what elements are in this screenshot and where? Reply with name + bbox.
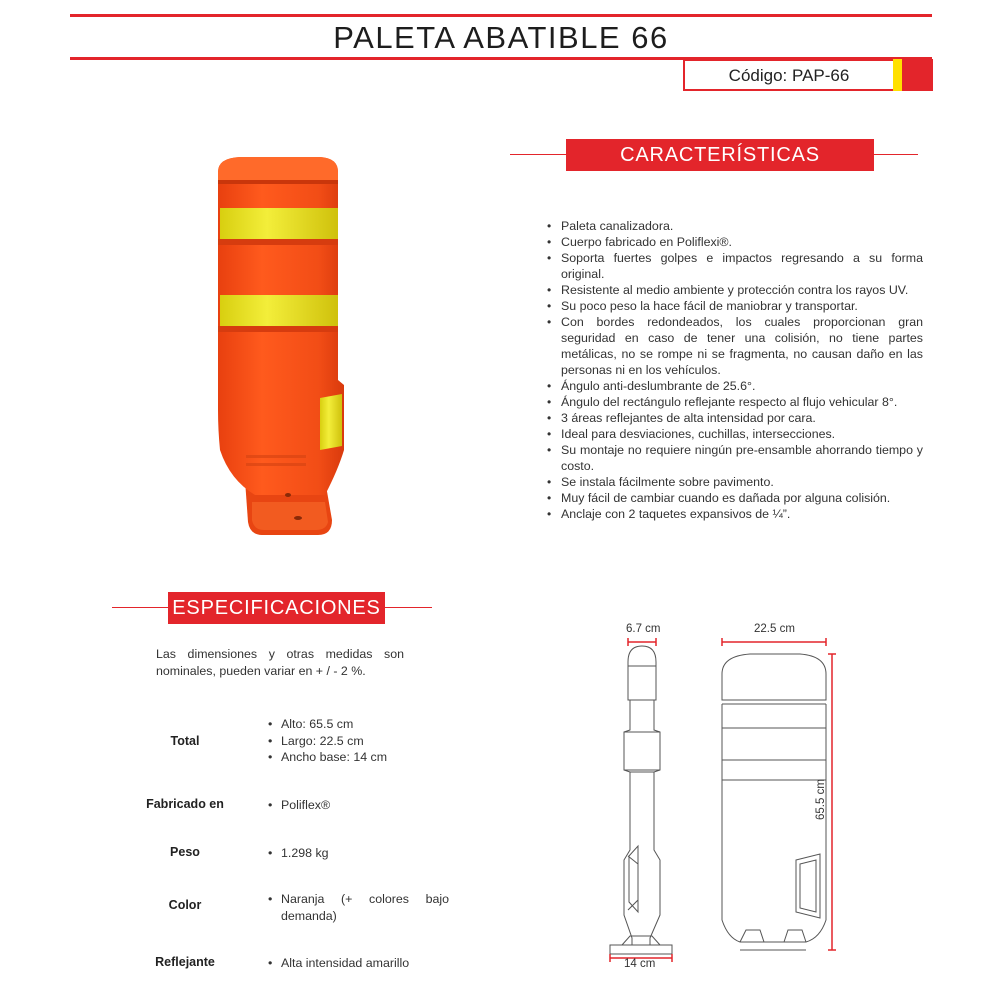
list-item: • Resistente al medio ambiente y protección contra los rayos UV.	[561, 282, 923, 298]
spec-label-fabricado: Fabricado en	[146, 797, 224, 811]
spec-value: • Alta intensidad amarillo	[281, 955, 449, 972]
specifications-heading: ESPECIFICACIONES	[168, 592, 385, 624]
list-item: • Soporta fuertes golpes e impactos regresando a su forma original.	[561, 250, 923, 282]
list-item: • Su poco peso la hace fácil de maniobrar y transportar.	[561, 298, 923, 314]
spec-values-peso	[266, 845, 449, 862]
characteristics-heading: CARACTERÍSTICAS	[566, 139, 874, 171]
list-item: • 3 áreas reflejantes de alta intensidad por cara.	[561, 410, 923, 426]
code-accent-yellow	[893, 59, 902, 91]
spec-value: • Ancho base: 14 cm	[281, 749, 449, 766]
spec-value: • Largo: 22.5 cm	[281, 733, 449, 750]
spec-values-reflejante	[266, 955, 449, 972]
list-item: • Cuerpo fabricado en Poliflexi®.	[561, 234, 923, 250]
list-item: • Se instala fácilmente sobre pavimento.	[561, 474, 923, 490]
spec-value: • Alto: 65.5 cm	[281, 716, 449, 733]
product-image	[200, 150, 360, 550]
specifications-note: Las dimensiones y otras medidas son nominales, pueden variar en + / - 2 %.	[156, 647, 404, 678]
dim-front-width: 22.5 cm	[754, 623, 795, 635]
spec-label-total: Total	[170, 734, 200, 748]
dim-side-base-width: 14 cm	[624, 958, 656, 970]
product-code: Código: PAP-66	[683, 59, 893, 91]
spec-value: • Poliflex®	[281, 797, 449, 814]
spec-label-peso: Peso	[170, 845, 200, 859]
page-title: PALETA ABATIBLE 66	[333, 20, 669, 55]
characteristics-list	[540, 218, 923, 522]
list-item: • Muy fácil de cambiar cuando es dañada por alguna colisión.	[561, 490, 923, 506]
list-item: • Ángulo anti-deslumbrante de 25.6°.	[561, 378, 923, 394]
list-item: • Paleta canalizadora.	[561, 218, 923, 234]
spec-label-reflejante: Reflejante	[155, 955, 215, 969]
list-item: • Su montaje no requiere ningún pre-ensamble ahorrando tiempo y costo.	[561, 442, 923, 474]
dim-front-height: 65.5 cm	[815, 779, 827, 820]
spec-values-total	[266, 716, 449, 766]
list-item: • Con bordes redondeados, los cuales proporcionan gran seguridad en caso de tener una colisión, no tiene partes metálicas, no se rompe ni se fragmenta, no causan daño en las personas ni en los vehículos.	[561, 314, 923, 378]
spec-value: • 1.298 kg	[281, 845, 449, 862]
spec-label-color: Color	[168, 898, 202, 912]
list-item: • Ángulo del rectángulo reflejante respecto al flujo vehicular 8°.	[561, 394, 923, 410]
spec-values-color	[266, 891, 449, 924]
dim-side-top-width: 6.7 cm	[626, 623, 661, 635]
code-accent-red	[902, 59, 933, 91]
header-top-rule	[70, 14, 932, 17]
list-item: • Ideal para desviaciones, cuchillas, intersecciones.	[561, 426, 923, 442]
spec-values-fabricado	[266, 797, 449, 814]
spec-value: • Naranja (+ colores bajo demanda)	[281, 891, 449, 924]
list-item: • Anclaje con 2 taquetes expansivos de ¼”.	[561, 506, 923, 522]
